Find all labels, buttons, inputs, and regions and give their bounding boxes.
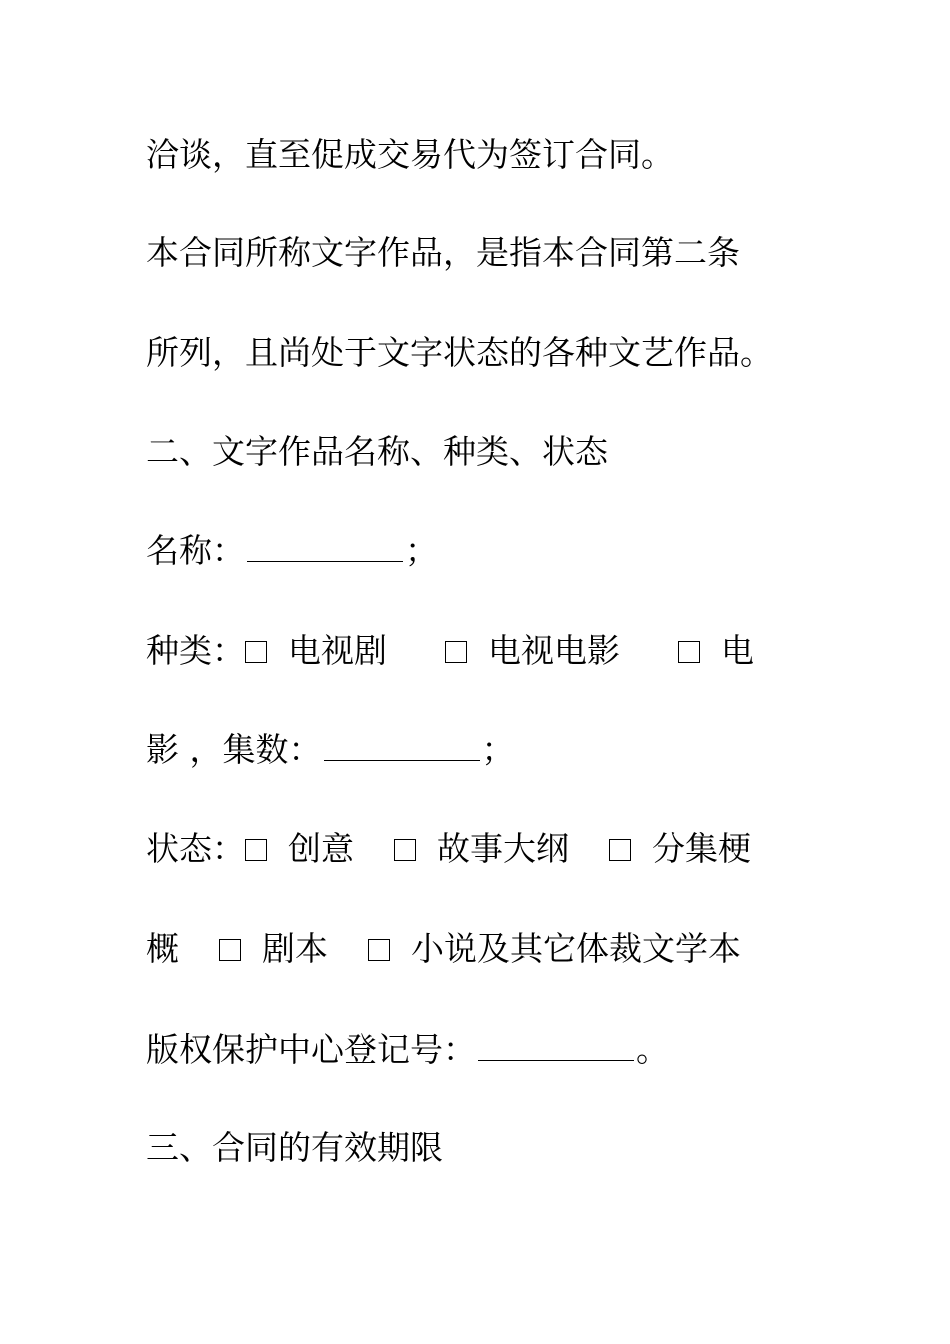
episodes-end-punct: ；: [481, 730, 515, 769]
checkbox-tv-series[interactable]: [245, 641, 267, 663]
checkbox-script[interactable]: [219, 939, 241, 961]
kind-option-tv-series: 电视剧: [287, 631, 387, 670]
checkbox-novel[interactable]: [368, 939, 390, 961]
checkbox-episode-synopsis[interactable]: [609, 839, 631, 861]
name-label: 名称：: [146, 531, 245, 570]
checkbox-tv-movie[interactable]: [445, 641, 467, 663]
paragraph-line-3: 所列，且尚处于文字状态的各种文艺作品。: [146, 333, 773, 372]
section-heading-2: 二、文字作品名称、种类、状态: [146, 432, 608, 471]
state-option-episode-synopsis-part: 分集梗: [651, 829, 751, 868]
state-label: 状态：: [146, 829, 245, 868]
state-option-script: 剧本: [261, 929, 328, 968]
state-continuation: 概: [146, 929, 179, 968]
name-end-punct: ；: [405, 531, 438, 570]
state-option-outline: 故事大纲: [436, 829, 569, 868]
registration-blank-field[interactable]: [478, 1030, 634, 1061]
episodes-blank-field[interactable]: [324, 730, 480, 761]
checkbox-outline[interactable]: [394, 839, 416, 861]
state-line: [146, 829, 751, 869]
kind-label: 种类：: [146, 631, 245, 670]
registration-label: 版权保护中心登记号：: [146, 1030, 476, 1069]
state-option-novel: 小说及其它体裁文学本: [410, 929, 741, 968]
registration-end-punct: 。: [636, 1030, 669, 1069]
kind-continuation: 影 ，集数：: [146, 730, 322, 769]
checkbox-idea[interactable]: [245, 839, 267, 861]
name-line: [146, 531, 438, 571]
kind-line: [146, 631, 754, 671]
section-heading-3: 三、合同的有效期限: [146, 1128, 443, 1167]
state-line-2: [146, 929, 741, 969]
kind-option-movie-part: 电: [720, 631, 754, 670]
paragraph-line-1: 洽谈，直至促成交易代为签订合同。: [146, 135, 674, 174]
kind-option-tv-movie: 电视电影: [487, 631, 620, 670]
name-blank-field[interactable]: [247, 531, 403, 562]
episodes-line: [146, 730, 515, 770]
state-option-idea: 创意: [287, 829, 354, 868]
registration-line: [146, 1030, 669, 1070]
checkbox-movie[interactable]: [678, 641, 700, 663]
paragraph-line-2: 本合同所称文字作品，是指本合同第二条: [146, 233, 740, 272]
